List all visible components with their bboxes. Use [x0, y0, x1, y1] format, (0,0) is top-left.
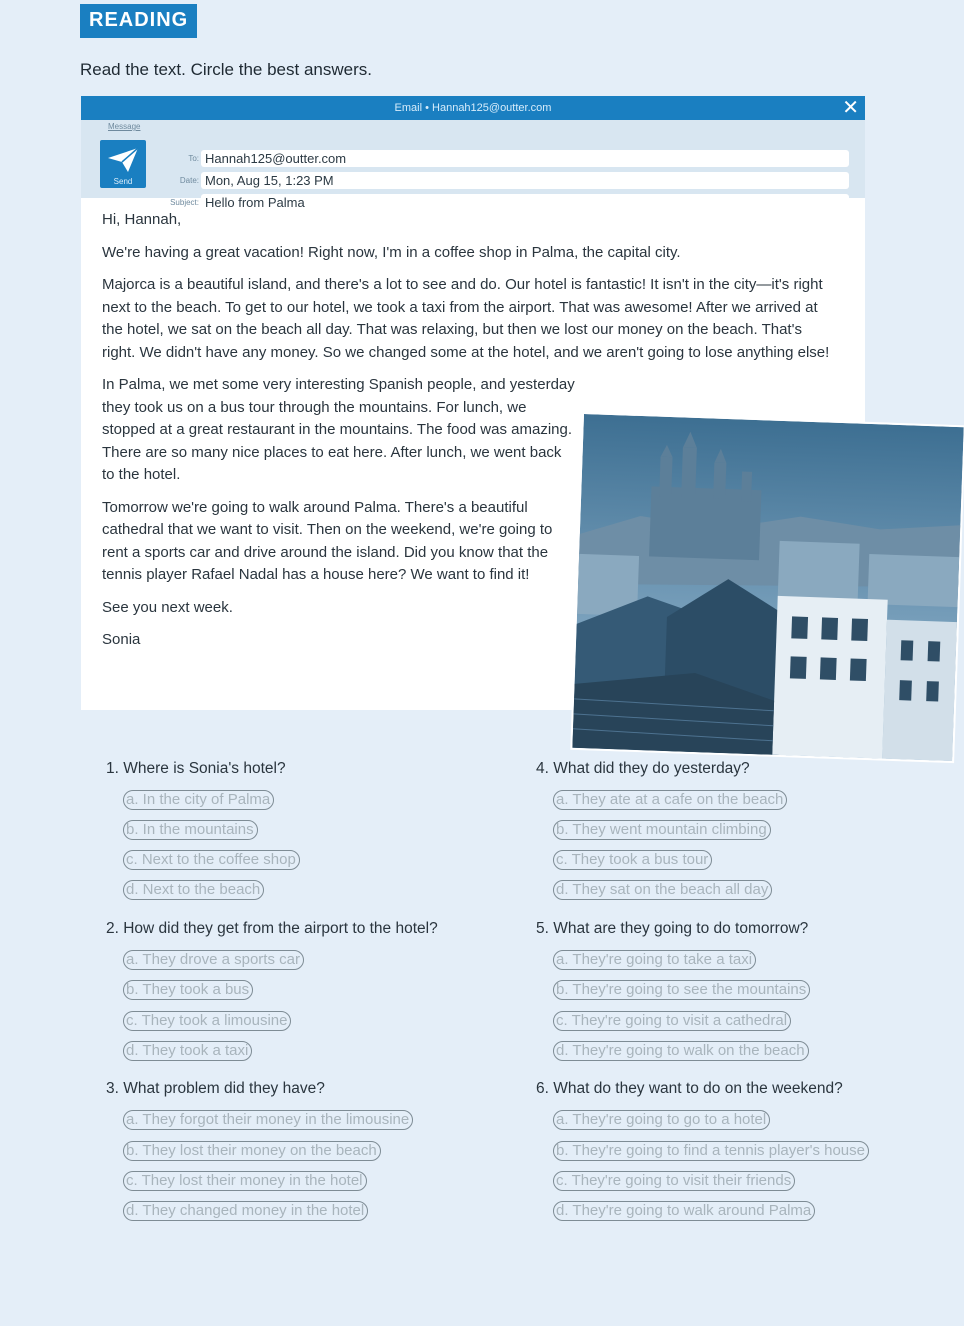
q5-option-a[interactable]: a. They're going to take a taxi [553, 950, 756, 970]
question-5: 5. What are they going to do tomorrow? [536, 920, 809, 937]
closing-line: See you next week. [102, 598, 233, 616]
to-label: To: [188, 154, 199, 163]
q2-option-b[interactable]: b. They took a bus [123, 980, 253, 1000]
greeting: Hi, Hannah, [102, 211, 182, 228]
to-field[interactable]: Hannah125@outter.com [201, 150, 849, 167]
paragraph-2: Majorca is a beautiful island, and there's a lot to see and do. Our hotel is fantastic! It isn't in the city—it's right next to the beach. To get to our hotel, we took a taxi from the airport. That was awesome! After we arrived at the hotel, we sat on the beach all day. That was relaxing, but then we lost our money on the beach. That's right. We didn't have any money. So we changed some at the hotel, and we aren't going to lose anything else! [102, 276, 830, 361]
q3-option-d[interactable]: d. They changed money in the hotel [123, 1201, 368, 1221]
send-label: Send [113, 177, 133, 186]
date-label: Date: [179, 176, 199, 185]
message-label: Message [108, 122, 141, 131]
question-6: 6. What do they want to do on the weekend? [536, 1080, 843, 1097]
q6-option-d[interactable]: d. They're going to walk around Palma [553, 1201, 815, 1221]
signature: Sonia [102, 631, 141, 648]
q4-option-d[interactable]: d. They sat on the beach all day [553, 880, 772, 900]
paper-plane-icon [106, 146, 140, 174]
paragraph-4: Tomorrow we're going to walk around Palma. There's a beautiful cathedral that we want to visit. Then on the weekend, we're going to rent a sports car and drive around the island. Did you know that the tennis player Rafael Nadal has a house here? We want to find it! [102, 498, 553, 583]
paragraph-1: We're having a great vacation! Right now, I'm in a coffee shop in Palma, the capital city. [102, 243, 681, 261]
q5-option-d[interactable]: d. They're going to walk on the beach [553, 1041, 809, 1061]
q5-option-c[interactable]: c. They're going to visit a cathedral [553, 1011, 791, 1031]
q1-option-b[interactable]: b. In the mountains [123, 820, 258, 840]
email-header [81, 120, 865, 210]
q3-option-b[interactable]: b. They lost their money on the beach [123, 1141, 381, 1161]
palma-cathedral-photo [572, 414, 963, 761]
question-2: 2. How did they get from the airport to the hotel? [106, 920, 438, 937]
close-icon[interactable]: ✕ [842, 97, 859, 119]
q1-option-d[interactable]: d. Next to the beach [123, 880, 264, 900]
q4-option-b[interactable]: b. They went mountain climbing [553, 820, 771, 840]
q3-option-a[interactable]: a. They forgot their money in the limousine [123, 1110, 413, 1130]
to-row [159, 150, 849, 168]
question-1: 1. Where is Sonia's hotel? [106, 760, 286, 777]
q5-option-b[interactable]: b. They're going to see the mountains [553, 980, 810, 1000]
q3-option-c[interactable]: c. They lost their money in the hotel [123, 1171, 367, 1191]
q1-option-a[interactable]: a. In the city of Palma [123, 790, 274, 810]
q2-option-d[interactable]: d. They took a taxi [123, 1041, 252, 1061]
q1-option-c[interactable]: c. Next to the coffee shop [123, 850, 300, 870]
q2-option-a[interactable]: a. They drove a sports car [123, 950, 304, 970]
email-title: Email • Hannah125@outter.com [394, 102, 552, 114]
question-4: 4. What did they do yesterday? [536, 760, 750, 777]
section-badge: READING [80, 4, 197, 38]
paragraph-3: In Palma, we met some very interesting Spanish people, and yesterday they took us on a bus tour through the mountains. For lunch, we stopped at a great restaurant in the mountains. The food was amazing. There are so many nice places to eat here. After lunch, we went back to the hotel. [102, 376, 575, 483]
instruction-text: Read the text. Circle the best answers. [80, 60, 372, 79]
q4-option-c[interactable]: c. They took a bus tour [553, 850, 712, 870]
q6-option-c[interactable]: c. They're going to visit their friends [553, 1171, 795, 1191]
date-field[interactable]: Mon, Aug 15, 1:23 PM [201, 172, 849, 189]
q6-option-b[interactable]: b. They're going to find a tennis player's house [553, 1141, 869, 1161]
date-row [159, 172, 849, 190]
q4-option-a[interactable]: a. They ate at a cafe on the beach [553, 790, 787, 810]
q2-option-c[interactable]: c. They took a limousine [123, 1011, 291, 1031]
subject-label: Subject: [170, 198, 199, 207]
subject-field[interactable]: Hello from Palma [201, 194, 849, 211]
email-titlebar [81, 96, 865, 120]
q6-option-a[interactable]: a. They're going to go to a hotel [553, 1110, 770, 1130]
send-button[interactable] [100, 140, 146, 188]
question-3: 3. What problem did they have? [106, 1080, 325, 1097]
